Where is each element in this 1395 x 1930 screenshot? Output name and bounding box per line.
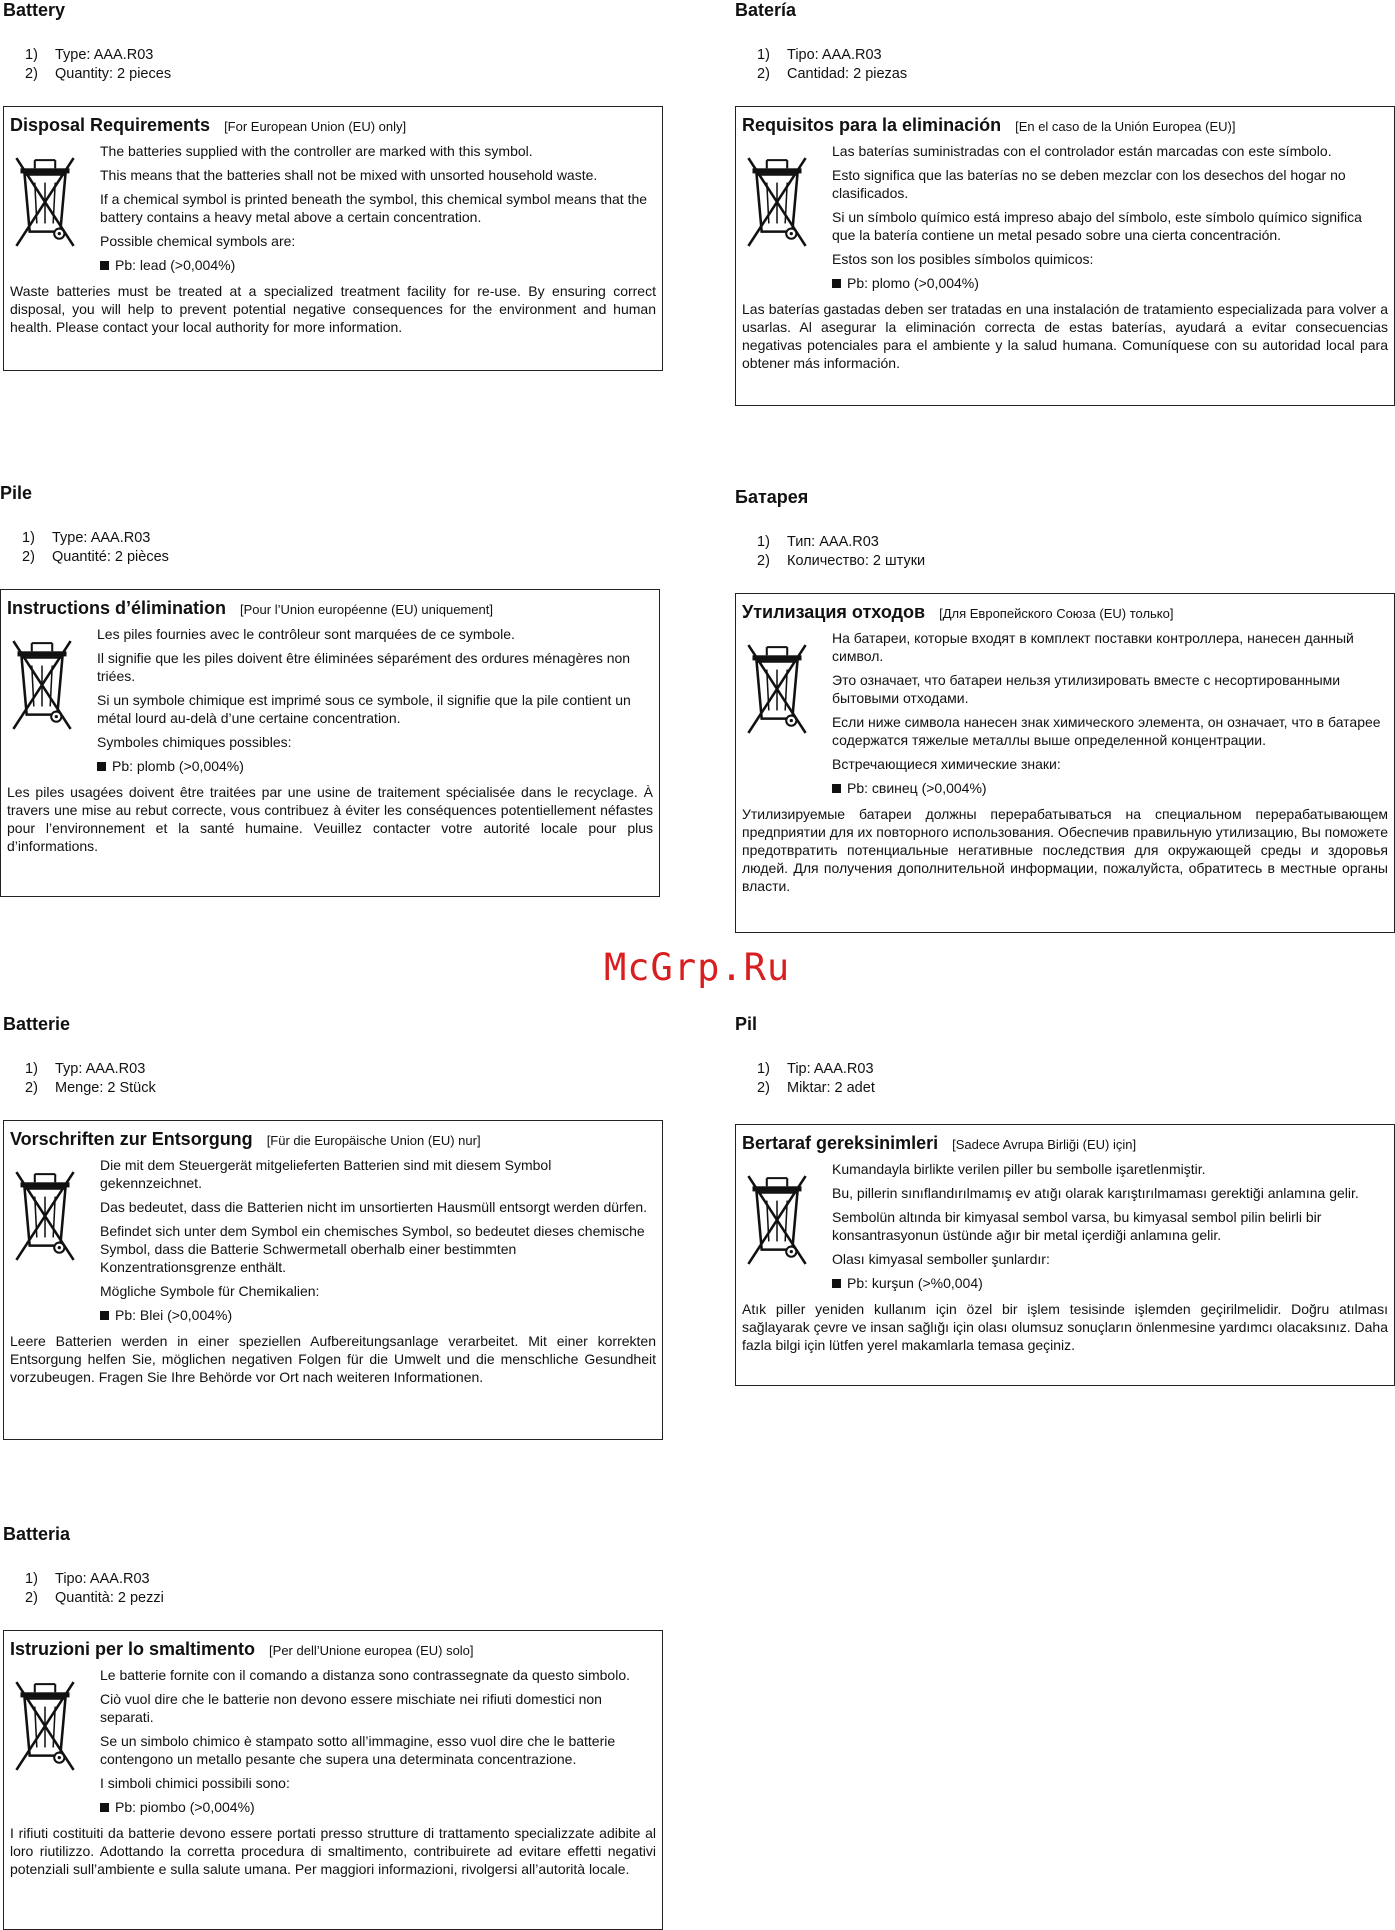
box-title: Requisitos para la eliminación [742, 115, 1002, 135]
box-scope: [Per dell’Unione europea (EU) solo] [269, 1643, 474, 1658]
chemical-symbol-item: Pb: piombo (>0,004%) [100, 1798, 656, 1816]
disposal-box [735, 593, 1395, 933]
spec-list [22, 529, 662, 567]
chemical-symbol-item: Pb: lead (>0,004%) [100, 256, 656, 274]
paragraph: Olası kimyasal semboller şunlardır: [832, 1251, 1050, 1267]
section-russian [735, 487, 1395, 894]
box-scope: [En el caso de la Unión Europea (EU)] [1015, 119, 1236, 134]
section-german [3, 1014, 665, 1385]
section-heading: Batterie [3, 1014, 71, 1034]
spec-type: 1) Tip: AAA.R03 [757, 1061, 874, 1077]
spec-type: 1) Тип: AAA.R03 [757, 534, 879, 550]
paragraph: This means that the batteries shall not be mixed with unsorted household waste. [100, 167, 598, 183]
paragraph: На батареи, которые входят в комплект поставки контроллера, нанесен данный символ. [832, 630, 1354, 664]
paragraph: Possible chemical symbols are: [100, 233, 296, 249]
paragraph: Il signifie que les piles doivent être éliminées séparément des ordures ménagères non triées. [97, 650, 631, 684]
paragraph: Kumandayla birlikte verilen piller bu sembolle işaretlenmiştir. [832, 1161, 1206, 1177]
paragraph: Symboles chimiques possibles: [97, 734, 292, 750]
spec-quantity: 2) Cantidad: 2 piezas [757, 66, 908, 82]
chemical-symbol-item: Pb: Blei (>0,004%) [100, 1306, 656, 1324]
crossed-bin-icon [11, 637, 73, 733]
spec-list [25, 1570, 665, 1608]
bullet-square-icon [97, 762, 106, 771]
crossed-bin-icon [14, 1168, 76, 1264]
paragraph: Si un symbole chimique est imprimé sous ce symbole, il signifie que la pile contient un métal lourd au-delà d’une certaine concentration. [97, 692, 631, 726]
section-heading: Battery [3, 0, 66, 20]
spec-type: 1) Tipo: AAA.R03 [757, 47, 882, 63]
section-italian [3, 1524, 665, 1877]
crossed-bin-icon [14, 1678, 76, 1774]
paragraph: Ciò vuol dire che le batterie non devono essere mischiate nei rifiuti domestici non separati. [100, 1691, 602, 1725]
spec-quantity: 2) Quantité: 2 pièces [22, 549, 169, 565]
disposal-box [735, 1124, 1395, 1386]
section-spanish [735, 0, 1395, 371]
disposal-box [3, 106, 663, 371]
spec-type: 1) Type: AAA.R03 [25, 47, 154, 63]
box-scope: [Für die Europäische Union (EU) nur] [266, 1133, 481, 1148]
paragraph: Estos son los posibles símbolos quimicos: [832, 251, 1094, 267]
bullet-square-icon [832, 784, 841, 793]
bullet-square-icon [832, 279, 841, 288]
paragraph: The batteries supplied with the controller are marked with this symbol. [100, 143, 533, 159]
chemical-symbol-item: Pb: plomo (>0,004%) [832, 274, 1388, 292]
box-title: Vorschriften zur Entsorgung [10, 1129, 253, 1149]
watermark-text: McGrp.Ru [604, 946, 791, 989]
closing-paragraph: I rifiuti costituiti da batterie devono essere portati presso strutture di trattamento specializzate adibite al loro riutilizzo. Adottando la corretta procedura di smaltimento, contribuirete ad evitare effetti negativi potenziali sull’ambiente e sulla salute umana. Per maggiori informazioni, rivolgersi all’autorità locale. [10, 1825, 656, 1877]
spec-quantity: 2) Quantity: 2 pieces [25, 66, 172, 82]
section-english [3, 0, 665, 335]
chemical-symbol-item: Pb: kurşun (>%0,004) [832, 1274, 1388, 1292]
disposal-box [3, 1630, 663, 1930]
paragraph: Se un simbolo chimico è stampato sotto all’immagine, esso vuol dire che le batterie contengono un metallo pesante che supera una determinata concentrazione. [100, 1733, 616, 1767]
box-title: Istruzioni per lo smaltimento [10, 1639, 256, 1659]
paragraph: Befindet sich unter dem Symbol ein chemisches Symbol, so bedeutet dieses chemische Symbol, dass die Batterie Schwermetall oberhalb einer bestimmten Konzentrationsgrenze enthält. [100, 1223, 645, 1275]
crossed-bin-icon [746, 1172, 808, 1268]
bullet-square-icon [100, 261, 109, 270]
spec-list [25, 1060, 665, 1098]
disposal-box [735, 106, 1395, 406]
crossed-bin-icon [746, 641, 808, 737]
spec-quantity: 2) Miktar: 2 adet [757, 1080, 875, 1096]
crossed-bin-icon [14, 154, 76, 250]
box-scope: [Для Европейского Союза (EU) только] [939, 606, 1174, 621]
paragraph: Las baterías suministradas con el controlador están marcadas con este símbolo. [832, 143, 1332, 159]
section-heading: Batería [735, 0, 797, 20]
spec-quantity: 2) Menge: 2 Stück [25, 1080, 156, 1096]
paragraph: Les piles fournies avec le contrôleur sont marquées de ce symbole. [97, 626, 515, 642]
paragraph: Mögliche Symbole für Chemikalien: [100, 1283, 320, 1299]
section-heading: Pil [735, 1014, 758, 1034]
crossed-bin-icon [746, 154, 808, 250]
paragraph: I simboli chimici possibili sono: [100, 1775, 290, 1791]
spec-list [25, 46, 665, 84]
bullet-square-icon [100, 1311, 109, 1320]
section-turkish [735, 1014, 1395, 1353]
spec-type: 1) Type: AAA.R03 [22, 530, 151, 546]
section-french [0, 483, 662, 854]
box-scope: [Pour l’Union européenne (EU) uniquement] [240, 602, 493, 617]
spec-list [757, 46, 1395, 84]
paragraph: Bu, pillerin sınıflandırılmamış ev atığı olarak karıştırılmaması gerektiği anlamına gelir. [832, 1185, 1359, 1201]
section-heading: Batteria [3, 1524, 71, 1544]
bullet-square-icon [100, 1803, 109, 1812]
spec-list [757, 1060, 1395, 1098]
box-scope: [For European Union (EU) only] [224, 119, 407, 134]
bullet-square-icon [832, 1279, 841, 1288]
box-scope: [Sadece Avrupa Birliği (EU) için] [952, 1137, 1137, 1152]
closing-paragraph: Утилизируемые батареи должны перерабатываться на специальном перерабатывающем предприятии для их повторного использования. Обеспечив правильную утилизацию, Вы поможете предотвратить потенциальные негативные последствия для окружающей среды и здоровья людей. Для получения дополнительной информации, пожалуйста, обратитесь в местные органы власти. [742, 806, 1388, 894]
spec-type: 1) Typ: AAA.R03 [25, 1061, 146, 1077]
closing-paragraph: Las baterías gastadas deben ser tratadas en una instalación de tratamiento especializada para volver a usarlas. Al asegurar la eliminación correcta de estas baterías, ayudará a evitar consecuencias negativas potenciales para el ambiente y la salud humana. Comuníquese con su autoridad local para obtener más información. [742, 301, 1388, 371]
paragraph: Le batterie fornite con il comando a distanza sono contrassegnate da questo simbolo. [100, 1667, 630, 1683]
spec-quantity: 2) Количество: 2 штуки [757, 553, 926, 569]
chemical-symbol-item: Pb: plomb (>0,004%) [97, 757, 653, 775]
paragraph: Esto significa que las baterías no se deben mezclar con los desechos del hogar no clasificados. [832, 167, 1346, 201]
paragraph: Если ниже символа нанесен знак химического элемента, он означает, что в батарее содержатся тяжелые металлы выше определенной концентрации. [832, 714, 1381, 748]
closing-paragraph: Leere Batterien werden in einer speziellen Aufbereitungsanlage verarbeitet. Mit einer korrekten Entsorgung helfen Sie, möglichen negativen Folgen für die Umwelt und die menschliche Gesundheit vorzubeugen. Fragen Sie Ihre Behörde vor Ort nach weiteren Informationen. [10, 1333, 656, 1385]
box-title: Утилизация отходов [742, 602, 926, 622]
closing-paragraph: Les piles usagées doivent être traitées par une usine de traitement spécialisée dans le recyclage. À travers une mise au rebut correcte, vous contribuez à éviter les conséquences potentiellement néfastes pour l’environnement et la santé humaine. Veuillez contacter votre autorité locale pour plus d’informations. [7, 784, 653, 854]
disposal-box [0, 589, 660, 897]
paragraph: Die mit dem Steuergerät mitgelieferten Batterien sind mit diesem Symbol gekennzeichnet. [100, 1157, 552, 1191]
disposal-box [3, 1120, 663, 1440]
paragraph: Si un símbolo químico está impreso abajo del símbolo, este símbolo químico significa que la batería contiene un metal pesado sobre una cierta concentración. [832, 209, 1362, 243]
box-title: Instructions d’élimination [7, 598, 227, 618]
spec-list [757, 533, 1395, 571]
paragraph: If a chemical symbol is printed beneath the symbol, this chemical symbol means that the battery contains a heavy metal above a certain concentration. [100, 191, 648, 225]
spec-type: 1) Tipo: AAA.R03 [25, 1571, 150, 1587]
paragraph: Это означает, что батареи нельзя утилизировать вместе с несортированными бытовыми отходами. [832, 672, 1341, 706]
closing-paragraph: Atık piller yeniden kullanım için özel bir işlem tesisinde işlemden geçirilmelidir. Doğru atılması sağlayarak çevre ve insan sağlığı için olası olumsuz sonuçların önlenmesine yardımcı olacaksınız. Daha fazla bilgi için lütfen yerel makamlarla temasa geçiniz. [742, 1301, 1388, 1353]
paragraph: Встречающиеся химические знаки: [832, 756, 1061, 772]
paragraph: Das bedeutet, dass die Batterien nicht im unsortierten Hausmüll entsorgt werden dürfen. [100, 1199, 648, 1215]
section-heading: Pile [0, 483, 33, 503]
paragraph: Sembolün altında bir kimyasal sembol varsa, bu kimyasal sembol pilin belirli bir konsantrasyonun üstünde ağır bir metal içerdiği anlamına gelir. [832, 1209, 1322, 1243]
spec-quantity: 2) Quantità: 2 pezzi [25, 1590, 164, 1606]
box-title: Bertaraf gereksinimleri [742, 1133, 939, 1153]
chemical-symbol-item: Pb: свинец (>0,004%) [832, 779, 1388, 797]
box-title: Disposal Requirements [10, 115, 211, 135]
section-heading: Батарея [735, 487, 809, 507]
closing-paragraph: Waste batteries must be treated at a specialized treatment facility for re-use. By ensuring correct disposal, you will help to prevent potential negative consequences for the environment and human health. Please contact your local authority for more information. [10, 283, 656, 335]
